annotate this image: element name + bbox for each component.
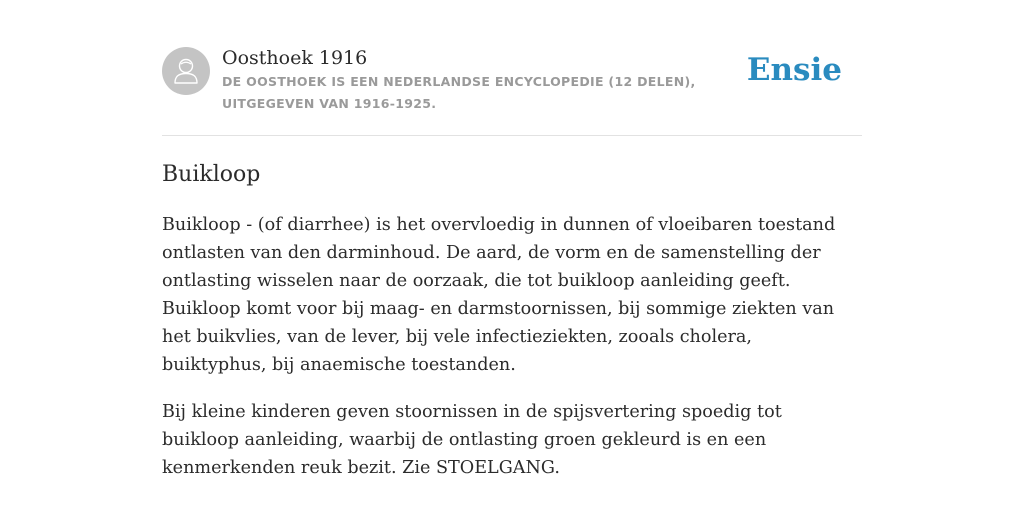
source-description: DE OOSTHOEK IS EEN NEDERLANDSE ENCYCLOPEDIE (12 DELEN), UITGEGEVEN VAN 1916-1925. <box>222 74 696 111</box>
header-divider <box>162 135 862 136</box>
ensie-logo[interactable]: Ensie <box>746 52 842 88</box>
user-icon <box>162 47 210 95</box>
entry-content <box>162 158 862 501</box>
entry-paragraph: Buikloop - (of diarrhee) is het overvloedig in dunnen of vloeibaren toestand ontlasten van den darminhoud. De aard, de vorm en de samenstelling der ontlasting wisselen naar de oorzaak, die tot buikloop aanleiding geeft. Buikloop komt voor bij maag- en darmstoornissen, bij sommige ziekten van het buikvlies, van de lever, bij vele infectieziekten, zooals cholera, buiktyphus, bij anaemische toestanden. <box>162 215 836 375</box>
entry-title: Buikloop <box>162 162 261 187</box>
source-avatar[interactable] <box>162 47 210 95</box>
source-header <box>162 45 862 135</box>
source-info <box>222 45 762 115</box>
source-title[interactable]: Oosthoek 1916 <box>222 47 368 69</box>
entry-paragraph: Bij kleine kinderen geven stoornissen in de spijsvertering spoedig tot buikloop aanleiding, waarbij de ontlasting groen gekleurd is en een kenmerkenden reuk bezit. Zie STOELGANG. <box>162 402 782 478</box>
